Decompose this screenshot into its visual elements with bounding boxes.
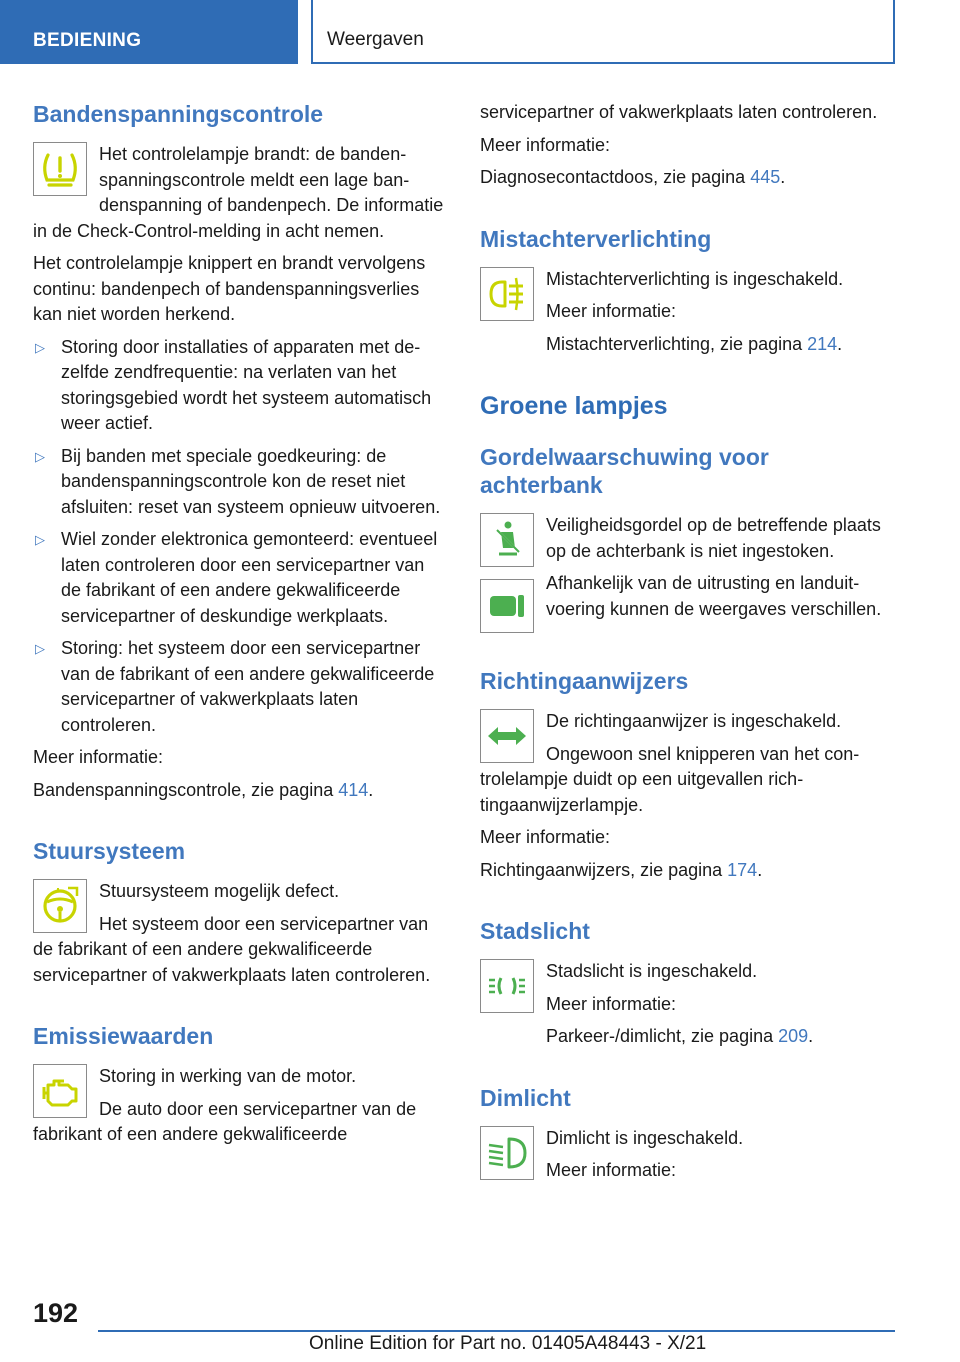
heading-rear-belt: Gordelwaarschuwing voor achterbank <box>480 444 769 498</box>
right-column <box>480 100 896 1184</box>
rear-fog-text: Mistachterverlichting is ingeschakeld. <box>546 268 844 289</box>
low-beam-icon <box>480 1126 534 1180</box>
heading-emission: Emissiewaarden <box>33 1023 214 1049</box>
heading-green-lamps: Groene lampjes <box>480 392 668 420</box>
steering-text-2: Het systeem door een servicepartner van de fabrikant of een andere gekwalificeerde servicepartner of vakwerkplaats laten controleren. <box>33 913 431 985</box>
footer-divider <box>98 1330 895 1332</box>
page-link-414[interactable]: 414 <box>338 779 369 800</box>
tire-reference: Bandenspanningscontrole, zie pagina 414. <box>33 779 374 800</box>
engine-warning-icon <box>33 1064 87 1118</box>
emission-continued-text: servicepartner of vakwerkplaats laten controleren. <box>480 102 878 122</box>
rear-fog-light-icon <box>480 267 534 321</box>
section-rear-belt <box>480 443 896 633</box>
list-item: ▷ Storing: het systeem door een servicepartner van de fabrikant of een andere gekwalificeerde servicepartner of vakwerkplaats laten controleren. <box>35 638 435 735</box>
section-emission <box>33 1022 449 1148</box>
page-link-209[interactable]: 209 <box>778 1026 809 1046</box>
section-parking-light <box>480 917 896 1050</box>
turn-signals-text-2: Ongewoon snel knipperen van het controlelampje duidt op een uitgevallen richtingaanwijzerlampje. <box>480 743 860 815</box>
page-link-174[interactable]: 174 <box>727 859 758 880</box>
list-item: ▷ Bij banden met speciale goedkeuring: de bandenspanningscontrole kon de reset niet afsluiten: reset van systeem opnieuw uitvoeren. <box>35 445 441 517</box>
tire-pressure-text-2: Het controlelampje knippert en brandt vervolgens continu: bandenpech of bandenspanningsverlies kan niet worden herkend. <box>33 253 426 324</box>
emission-text-2: De auto door een servicepartner van de fabrikant of een andere gekwalificeerde <box>33 1098 417 1144</box>
parking-light-text: Stadslicht is ingeschakeld. <box>546 961 758 981</box>
triangle-bullet-icon: ▷ <box>35 641 45 656</box>
rear-belt-text-2: Afhankelijk van de uitrusting en landuitvoering kunnen de weergaves verschillen. <box>546 573 882 619</box>
low-beam-text: Dimlicht is ingeschakeld. <box>546 1127 744 1148</box>
page-link-445[interactable]: 445 <box>750 167 781 187</box>
low-beam-more-info: Meer informatie: <box>546 1160 677 1180</box>
turn-signals-text-1: De richtingaanwijzer is ingeschakeld. <box>546 711 842 731</box>
steering-text-1: Stuursysteem mogelijk defect. <box>99 881 340 901</box>
list-item: ▷ Wiel zonder elektronica gemonteerd: eventueel laten controleren door een servicepartner van de fabrikant of een andere gekwalificeerde servicepartner of deskundige werkplaats. <box>35 529 438 626</box>
tire-pressure-text-1: Het controlelampje brandt: de bandenspanningscontrole meldt een lage bandenspanning of bandenpech. De informatie in de Check-Control-melding in acht nemen. <box>33 144 444 241</box>
turn-signals-more-info: Meer informatie: <box>480 827 611 847</box>
tire-more-info: Meer informatie: <box>33 747 164 767</box>
page-header <box>0 0 960 66</box>
triangle-bullet-icon: ▷ <box>35 448 45 464</box>
triangle-bullet-icon: ▷ <box>35 532 45 547</box>
steering-wheel-warning-icon <box>33 879 87 933</box>
parking-light-icon <box>480 959 534 1013</box>
emission-text-1: Storing in werking van de motor. <box>99 1066 357 1086</box>
section-tab: BEDIENING <box>0 0 298 64</box>
emission-reference: Diagnosecontactdoos, zie pagina 445. <box>480 167 786 187</box>
rear-seat-indicator-icon <box>480 579 534 633</box>
parking-light-reference: Parkeer-/dimlicht, zie pagina 209. <box>546 1026 814 1046</box>
section-steering <box>33 837 449 988</box>
page-link-214[interactable]: 214 <box>807 333 838 354</box>
turn-signal-arrows-icon <box>480 709 534 763</box>
tire-pressure-warning-icon <box>33 142 87 196</box>
heading-low-beam: Dimlicht <box>480 1084 571 1111</box>
section-low-beam <box>480 1084 896 1184</box>
rear-belt-text-1: Veiligheidsgordel op de betreffende plaats op de achterbank is niet ingestoken. <box>546 515 881 561</box>
heading-rear-fog: Mistachterverlichting <box>480 225 712 252</box>
heading-turn-signals: Richtingaanwijzers <box>480 668 689 694</box>
parking-light-more-info: Meer informatie: <box>546 993 677 1014</box>
seatbelt-icon <box>480 513 534 567</box>
left-column <box>33 100 449 1148</box>
heading-tire-pressure: Bandenspanningscontrole <box>33 101 324 127</box>
rear-fog-more-info: Meer informatie: <box>546 301 677 321</box>
rear-fog-reference: Mistachterverlichting, zie pagina 214. <box>546 333 843 354</box>
section-tire-pressure <box>33 100 449 803</box>
chapter-title: Weergaven <box>311 0 895 64</box>
section-emission-continued <box>480 100 896 191</box>
heading-parking-light: Stadslicht <box>480 918 590 944</box>
emission-more-info: Meer informatie: <box>480 134 611 155</box>
triangle-bullet-icon: ▷ <box>35 339 45 355</box>
list-item: ▷ Storing door installaties of apparaten met dezelfde zendfrequentie: na verlaten van het storingsgebied wordt het systeem automatisch weer actief. <box>35 336 432 433</box>
edition-note: Online Edition for Part no. 01405A48443 - X/21 <box>309 1333 707 1354</box>
turn-signals-reference: Richtingaanwijzers, zie pagina 174. <box>480 859 763 880</box>
tire-pressure-bullets <box>33 335 449 739</box>
section-turn-signals <box>480 667 896 883</box>
section-rear-fog <box>480 225 896 358</box>
heading-steering: Stuursysteem <box>33 838 186 864</box>
page-number: 192 <box>33 1298 79 1328</box>
